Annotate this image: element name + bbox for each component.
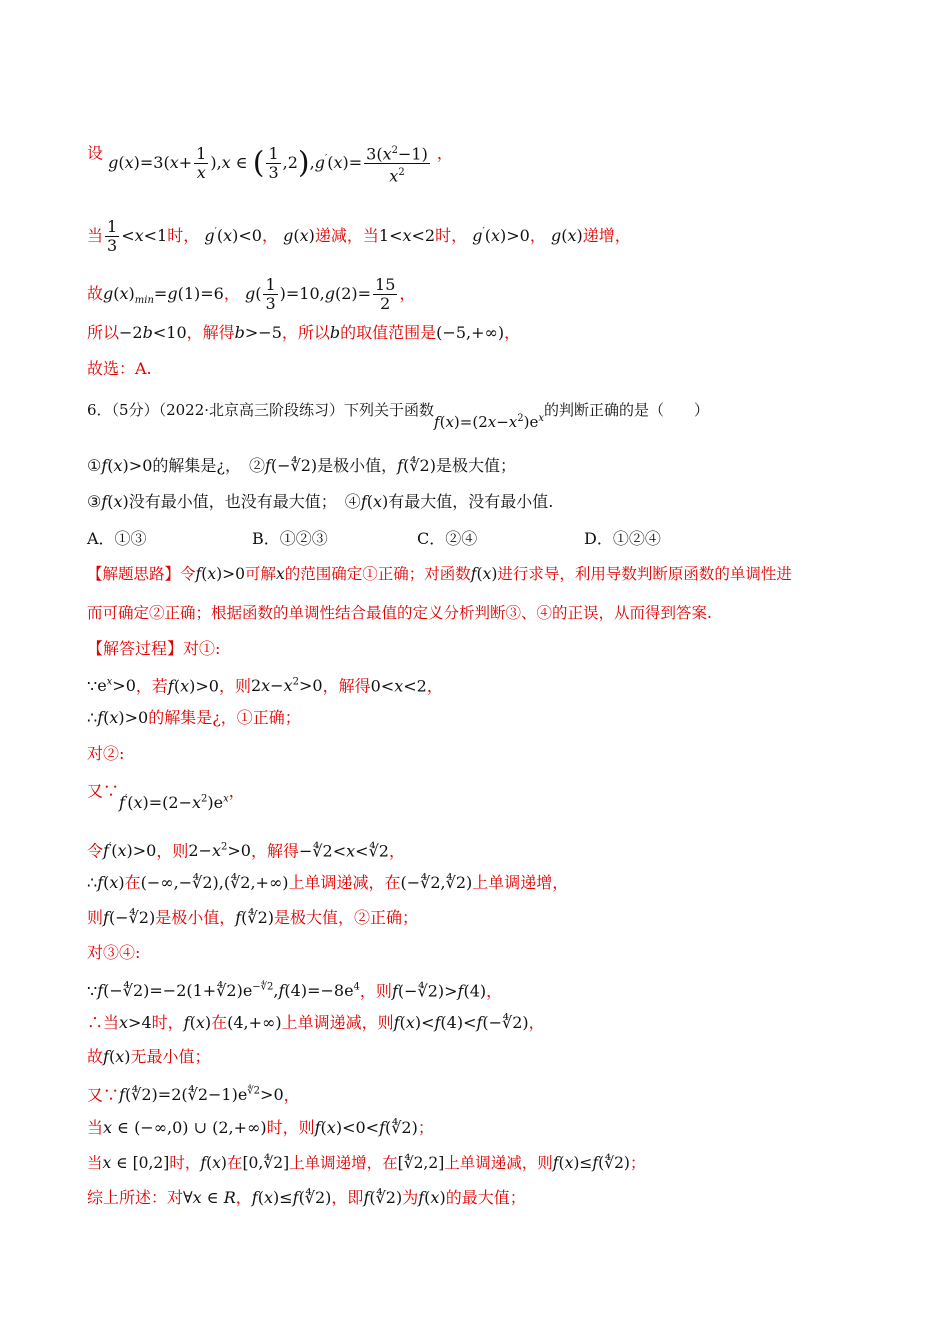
question-6-stem: 6．（5分）（2022·北京高三阶段练习）下列关于函数$f(x)=(2x-x^2)e^x$的判断正确的是（ ） (87, 401, 710, 431)
choice-d: D．①②④ (584, 529, 661, 548)
text-comma: ， (436, 143, 453, 163)
choice-b: B．①②③ (252, 529, 328, 548)
step-2-heading: 对②: (87, 744, 125, 763)
math-g-definition: g(x)=3(x+ $\frac{1}{x}$ ),x ∈ ( $\frac{1}{3}$ ,2),g′(x)= $\frac{3(x^2-1)}{x^2}$ (108, 153, 437, 172)
step-34-positive: 又$\because f(∜2)=2(∜2-1)e^{∜2}>0$， (87, 1085, 300, 1105)
step-34-summary: 综上所述：对∀x ∈ R，f(x)≤f(∜2)，即f(∜2)为f(x)的最大值； (87, 1188, 526, 1207)
step-1-conclusion: ∴f(x)>0的解集是¿，①正确； (87, 708, 301, 727)
solution-line-range-b: 所以−2b<10，解得b>−5，所以b的取值范围是(−5,+∞)， (87, 323, 521, 342)
step-34-heading: 对③④: (87, 943, 141, 962)
choice-a: A．①③ (87, 529, 147, 548)
solution-line-monotonic: 当 $\frac{1}{3}$ <x<1时， g′(x)<0， g(x)递减，当1<x<2时， g′(x)>0， g(x)递增， (87, 217, 631, 255)
step-2-monotonic: ∴f(x)在(−∞,−∜2),(∜2,+∞)上单调递减，在(−∜2,∜2)上单调递增， (87, 873, 569, 892)
step-34-compare: $\because f(-∜2)=-2(1+∜2)e^{-∜2},f(4)=-8e^4$，则f(−∜2)>f(4)， (87, 981, 503, 1001)
text-she: 设 (87, 143, 104, 163)
solution-approach-line1: 【解题思路】令f(x)>0可解x的范围确定①正确；对函数f(x)进行求导，利用导数判断原函数的单调性进 (87, 565, 792, 583)
step-2-derivative: 又$\because f'(x)=(2-x^2)e^x$， (87, 781, 245, 813)
step-34-inside: 当x ∈ [0,2]时，f(x)在[0,∜2]上单调递增，在[∜2,2]上单调递减，则f(x)≤f(∜2)； (87, 1154, 646, 1172)
question-6-option-3-4: ③f(x)没有最小值，也没有最大值； ④f(x)有最大值，没有最小值. (87, 492, 554, 511)
step-2-solve: 令f′(x)>0，则$2-x^2>0$，解得−∜2<x<∜2， (87, 841, 405, 861)
solution-process-heading: 【解答过程】对①: (87, 639, 221, 658)
choice-c: C．②④ (417, 529, 478, 548)
solution-approach-line2: 而可确定②正确；根据函数的单调性结合最值的定义分析判断③、④的正误，从而得到答案. (87, 604, 712, 622)
question-6-option-1-2: ①f(x)>0的解集是¿， ②f(−∜2)是极小值，f(∜2)是极大值； (87, 456, 516, 475)
step-34-no-min: 故f(x)无最小值； (87, 1047, 211, 1066)
step-1-line: $\because e^x>0$，若f(x)>0，则$2x-x^2>0$，解得0<x<2， (87, 676, 443, 696)
step-34-decreasing: ∴当x>4时，f(x)在(4,+∞)上单调递减，则f(x)<f(4)<f(−∜2)， (87, 1013, 545, 1032)
solution-line-g-def (87, 132, 453, 186)
answer-line: 故选：A. (87, 359, 152, 378)
solution-line-gmin: 故$g(x)_{min}=g(1)=6$， g( $\frac{1}{3}$ )=10,g(2)= $\frac{15}{2}$ ， (87, 275, 416, 313)
step-34-outside: 当x ∈ (−∞,0) ∪ (2,+∞)时，则f(x)<0<f(∜2)； (87, 1118, 434, 1137)
step-2-conclusion: 则f(−∜2)是极小值，f(∜2)是极大值，②正确； (87, 908, 419, 927)
